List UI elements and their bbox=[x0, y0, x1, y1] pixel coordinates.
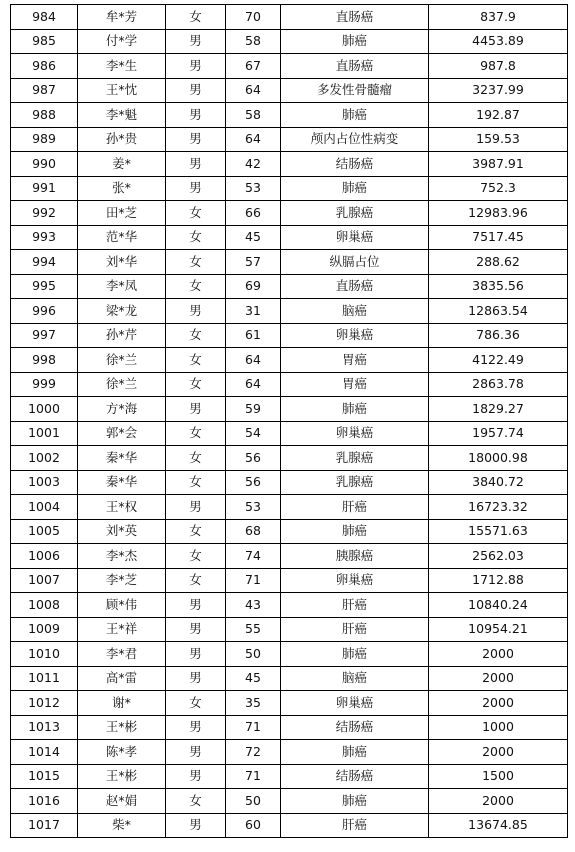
age-cell: 53 bbox=[226, 176, 281, 201]
diagnosis-cell: 胰腺癌 bbox=[281, 544, 429, 569]
sex-cell: 女 bbox=[166, 544, 226, 569]
amount-cell: 15571.63 bbox=[429, 519, 568, 544]
records-table-body bbox=[11, 5, 568, 838]
table-row bbox=[11, 446, 568, 471]
table-row bbox=[11, 201, 568, 226]
sex-cell: 女 bbox=[166, 348, 226, 373]
amount-cell: 7517.45 bbox=[429, 225, 568, 250]
patient-name-cell: 刘*华 bbox=[78, 250, 166, 275]
amount-cell: 288.62 bbox=[429, 250, 568, 275]
record-number-cell: 986 bbox=[11, 54, 78, 79]
patient-name-cell: 孙*贵 bbox=[78, 127, 166, 152]
patient-name-cell: 郭*会 bbox=[78, 421, 166, 446]
diagnosis-cell: 直肠癌 bbox=[281, 54, 429, 79]
age-cell: 71 bbox=[226, 715, 281, 740]
sex-cell: 女 bbox=[166, 470, 226, 495]
patient-name-cell: 梁*龙 bbox=[78, 299, 166, 324]
diagnosis-cell: 肺癌 bbox=[281, 103, 429, 128]
table-row bbox=[11, 813, 568, 838]
patient-name-cell: 柴* bbox=[78, 813, 166, 838]
record-number-cell: 1006 bbox=[11, 544, 78, 569]
record-number-cell: 1011 bbox=[11, 666, 78, 691]
table-row bbox=[11, 299, 568, 324]
diagnosis-cell: 直肠癌 bbox=[281, 274, 429, 299]
sex-cell: 男 bbox=[166, 813, 226, 838]
age-cell: 59 bbox=[226, 397, 281, 422]
amount-cell: 16723.32 bbox=[429, 495, 568, 520]
table-row bbox=[11, 666, 568, 691]
record-number-cell: 991 bbox=[11, 176, 78, 201]
record-number-cell: 1005 bbox=[11, 519, 78, 544]
sex-cell: 女 bbox=[166, 323, 226, 348]
record-number-cell: 987 bbox=[11, 78, 78, 103]
table-row bbox=[11, 421, 568, 446]
sex-cell: 女 bbox=[166, 789, 226, 814]
patient-name-cell: 姜* bbox=[78, 152, 166, 177]
table-row bbox=[11, 495, 568, 520]
table-row bbox=[11, 789, 568, 814]
age-cell: 43 bbox=[226, 593, 281, 618]
diagnosis-cell: 肺癌 bbox=[281, 642, 429, 667]
diagnosis-cell: 结肠癌 bbox=[281, 152, 429, 177]
record-number-cell: 1007 bbox=[11, 568, 78, 593]
record-number-cell: 993 bbox=[11, 225, 78, 250]
diagnosis-cell: 肝癌 bbox=[281, 495, 429, 520]
diagnosis-cell: 颅内占位性病变 bbox=[281, 127, 429, 152]
sex-cell: 男 bbox=[166, 740, 226, 765]
patient-name-cell: 李*魁 bbox=[78, 103, 166, 128]
sex-cell: 男 bbox=[166, 764, 226, 789]
patient-name-cell: 方*海 bbox=[78, 397, 166, 422]
record-number-cell: 1010 bbox=[11, 642, 78, 667]
table-row bbox=[11, 5, 568, 30]
sex-cell: 女 bbox=[166, 5, 226, 30]
diagnosis-cell: 肝癌 bbox=[281, 813, 429, 838]
age-cell: 70 bbox=[226, 5, 281, 30]
diagnosis-cell: 乳腺癌 bbox=[281, 446, 429, 471]
amount-cell: 3835.56 bbox=[429, 274, 568, 299]
age-cell: 64 bbox=[226, 372, 281, 397]
sex-cell: 男 bbox=[166, 103, 226, 128]
sex-cell: 女 bbox=[166, 446, 226, 471]
diagnosis-cell: 卵巢癌 bbox=[281, 421, 429, 446]
age-cell: 69 bbox=[226, 274, 281, 299]
table-row bbox=[11, 397, 568, 422]
patient-name-cell: 王*忱 bbox=[78, 78, 166, 103]
sex-cell: 女 bbox=[166, 250, 226, 275]
sex-cell: 男 bbox=[166, 495, 226, 520]
diagnosis-cell: 胃癌 bbox=[281, 348, 429, 373]
amount-cell: 3987.91 bbox=[429, 152, 568, 177]
amount-cell: 2562.03 bbox=[429, 544, 568, 569]
diagnosis-cell: 卵巢癌 bbox=[281, 568, 429, 593]
table-row bbox=[11, 593, 568, 618]
table-row bbox=[11, 715, 568, 740]
amount-cell: 837.9 bbox=[429, 5, 568, 30]
record-number-cell: 990 bbox=[11, 152, 78, 177]
diagnosis-cell: 肺癌 bbox=[281, 29, 429, 54]
patient-name-cell: 张* bbox=[78, 176, 166, 201]
patient-name-cell: 李*凤 bbox=[78, 274, 166, 299]
record-number-cell: 1013 bbox=[11, 715, 78, 740]
sex-cell: 男 bbox=[166, 176, 226, 201]
amount-cell: 2863.78 bbox=[429, 372, 568, 397]
amount-cell: 192.87 bbox=[429, 103, 568, 128]
age-cell: 45 bbox=[226, 666, 281, 691]
patient-name-cell: 秦*华 bbox=[78, 446, 166, 471]
age-cell: 64 bbox=[226, 127, 281, 152]
table-row bbox=[11, 29, 568, 54]
age-cell: 58 bbox=[226, 29, 281, 54]
diagnosis-cell: 直肠癌 bbox=[281, 5, 429, 30]
patient-name-cell: 王*彬 bbox=[78, 764, 166, 789]
sex-cell: 男 bbox=[166, 593, 226, 618]
sex-cell: 男 bbox=[166, 715, 226, 740]
record-number-cell: 1014 bbox=[11, 740, 78, 765]
amount-cell: 752.3 bbox=[429, 176, 568, 201]
amount-cell: 10954.21 bbox=[429, 617, 568, 642]
sex-cell: 女 bbox=[166, 568, 226, 593]
diagnosis-cell: 乳腺癌 bbox=[281, 201, 429, 226]
diagnosis-cell: 肺癌 bbox=[281, 789, 429, 814]
records-table bbox=[10, 4, 568, 838]
amount-cell: 1829.27 bbox=[429, 397, 568, 422]
patient-name-cell: 徐*兰 bbox=[78, 348, 166, 373]
age-cell: 55 bbox=[226, 617, 281, 642]
patient-name-cell: 牟*芳 bbox=[78, 5, 166, 30]
table-row bbox=[11, 617, 568, 642]
record-number-cell: 1008 bbox=[11, 593, 78, 618]
diagnosis-cell: 肝癌 bbox=[281, 593, 429, 618]
age-cell: 31 bbox=[226, 299, 281, 324]
table-row bbox=[11, 127, 568, 152]
sex-cell: 女 bbox=[166, 274, 226, 299]
record-number-cell: 999 bbox=[11, 372, 78, 397]
amount-cell: 1500 bbox=[429, 764, 568, 789]
age-cell: 42 bbox=[226, 152, 281, 177]
sex-cell: 男 bbox=[166, 642, 226, 667]
table-row bbox=[11, 274, 568, 299]
sex-cell: 男 bbox=[166, 127, 226, 152]
sex-cell: 女 bbox=[166, 225, 226, 250]
age-cell: 50 bbox=[226, 642, 281, 667]
record-number-cell: 989 bbox=[11, 127, 78, 152]
table-row bbox=[11, 568, 568, 593]
age-cell: 45 bbox=[226, 225, 281, 250]
table-row bbox=[11, 764, 568, 789]
table-row bbox=[11, 54, 568, 79]
diagnosis-cell: 乳腺癌 bbox=[281, 470, 429, 495]
record-number-cell: 995 bbox=[11, 274, 78, 299]
table-row bbox=[11, 176, 568, 201]
sex-cell: 女 bbox=[166, 691, 226, 716]
age-cell: 68 bbox=[226, 519, 281, 544]
record-number-cell: 984 bbox=[11, 5, 78, 30]
diagnosis-cell: 肺癌 bbox=[281, 740, 429, 765]
diagnosis-cell: 脑癌 bbox=[281, 666, 429, 691]
record-number-cell: 1000 bbox=[11, 397, 78, 422]
amount-cell: 3840.72 bbox=[429, 470, 568, 495]
age-cell: 64 bbox=[226, 348, 281, 373]
table-row bbox=[11, 78, 568, 103]
table-row bbox=[11, 323, 568, 348]
sex-cell: 男 bbox=[166, 78, 226, 103]
table-row bbox=[11, 642, 568, 667]
amount-cell: 786.36 bbox=[429, 323, 568, 348]
table-row bbox=[11, 225, 568, 250]
table-row bbox=[11, 470, 568, 495]
amount-cell: 18000.98 bbox=[429, 446, 568, 471]
record-number-cell: 1004 bbox=[11, 495, 78, 520]
diagnosis-cell: 卵巢癌 bbox=[281, 323, 429, 348]
age-cell: 60 bbox=[226, 813, 281, 838]
amount-cell: 159.53 bbox=[429, 127, 568, 152]
patient-name-cell: 刘*英 bbox=[78, 519, 166, 544]
sex-cell: 女 bbox=[166, 372, 226, 397]
record-number-cell: 1017 bbox=[11, 813, 78, 838]
patient-name-cell: 李*杰 bbox=[78, 544, 166, 569]
table-row bbox=[11, 544, 568, 569]
table-row bbox=[11, 348, 568, 373]
amount-cell: 2000 bbox=[429, 740, 568, 765]
patient-name-cell: 李*生 bbox=[78, 54, 166, 79]
table-row bbox=[11, 250, 568, 275]
record-number-cell: 1002 bbox=[11, 446, 78, 471]
record-number-cell: 1015 bbox=[11, 764, 78, 789]
patient-name-cell: 陈*孝 bbox=[78, 740, 166, 765]
amount-cell: 4122.49 bbox=[429, 348, 568, 373]
patient-name-cell: 付*学 bbox=[78, 29, 166, 54]
amount-cell: 987.8 bbox=[429, 54, 568, 79]
age-cell: 58 bbox=[226, 103, 281, 128]
age-cell: 66 bbox=[226, 201, 281, 226]
patient-name-cell: 顾*伟 bbox=[78, 593, 166, 618]
age-cell: 71 bbox=[226, 764, 281, 789]
record-number-cell: 994 bbox=[11, 250, 78, 275]
diagnosis-cell: 结肠癌 bbox=[281, 764, 429, 789]
patient-name-cell: 王*彬 bbox=[78, 715, 166, 740]
amount-cell: 2000 bbox=[429, 789, 568, 814]
amount-cell: 2000 bbox=[429, 691, 568, 716]
diagnosis-cell: 卵巢癌 bbox=[281, 225, 429, 250]
age-cell: 72 bbox=[226, 740, 281, 765]
sex-cell: 女 bbox=[166, 201, 226, 226]
patient-name-cell: 高*雷 bbox=[78, 666, 166, 691]
sex-cell: 男 bbox=[166, 666, 226, 691]
record-number-cell: 998 bbox=[11, 348, 78, 373]
table-row bbox=[11, 740, 568, 765]
patient-name-cell: 范*华 bbox=[78, 225, 166, 250]
diagnosis-cell: 肝癌 bbox=[281, 617, 429, 642]
diagnosis-cell: 脑癌 bbox=[281, 299, 429, 324]
diagnosis-cell: 结肠癌 bbox=[281, 715, 429, 740]
age-cell: 71 bbox=[226, 568, 281, 593]
table-row bbox=[11, 691, 568, 716]
diagnosis-cell: 多发性骨髓瘤 bbox=[281, 78, 429, 103]
record-number-cell: 1003 bbox=[11, 470, 78, 495]
diagnosis-cell: 肺癌 bbox=[281, 397, 429, 422]
amount-cell: 4453.89 bbox=[429, 29, 568, 54]
sex-cell: 男 bbox=[166, 617, 226, 642]
amount-cell: 2000 bbox=[429, 642, 568, 667]
record-number-cell: 1016 bbox=[11, 789, 78, 814]
diagnosis-cell: 卵巢癌 bbox=[281, 691, 429, 716]
amount-cell: 2000 bbox=[429, 666, 568, 691]
amount-cell: 12983.96 bbox=[429, 201, 568, 226]
age-cell: 56 bbox=[226, 446, 281, 471]
age-cell: 50 bbox=[226, 789, 281, 814]
age-cell: 67 bbox=[226, 54, 281, 79]
patient-name-cell: 王*祥 bbox=[78, 617, 166, 642]
diagnosis-cell: 肺癌 bbox=[281, 519, 429, 544]
sex-cell: 女 bbox=[166, 421, 226, 446]
table-row bbox=[11, 519, 568, 544]
record-number-cell: 988 bbox=[11, 103, 78, 128]
record-number-cell: 997 bbox=[11, 323, 78, 348]
table-row bbox=[11, 372, 568, 397]
sex-cell: 男 bbox=[166, 397, 226, 422]
record-number-cell: 996 bbox=[11, 299, 78, 324]
patient-name-cell: 秦*华 bbox=[78, 470, 166, 495]
sex-cell: 男 bbox=[166, 152, 226, 177]
age-cell: 35 bbox=[226, 691, 281, 716]
amount-cell: 10840.24 bbox=[429, 593, 568, 618]
patient-name-cell: 谢* bbox=[78, 691, 166, 716]
amount-cell: 12863.54 bbox=[429, 299, 568, 324]
record-number-cell: 1009 bbox=[11, 617, 78, 642]
sex-cell: 男 bbox=[166, 54, 226, 79]
age-cell: 57 bbox=[226, 250, 281, 275]
record-number-cell: 985 bbox=[11, 29, 78, 54]
patient-name-cell: 李*君 bbox=[78, 642, 166, 667]
patient-name-cell: 王*权 bbox=[78, 495, 166, 520]
record-number-cell: 1001 bbox=[11, 421, 78, 446]
table-row bbox=[11, 103, 568, 128]
record-number-cell: 1012 bbox=[11, 691, 78, 716]
patient-name-cell: 徐*兰 bbox=[78, 372, 166, 397]
record-number-cell: 992 bbox=[11, 201, 78, 226]
amount-cell: 1000 bbox=[429, 715, 568, 740]
age-cell: 61 bbox=[226, 323, 281, 348]
amount-cell: 1712.88 bbox=[429, 568, 568, 593]
age-cell: 54 bbox=[226, 421, 281, 446]
age-cell: 56 bbox=[226, 470, 281, 495]
sex-cell: 男 bbox=[166, 299, 226, 324]
age-cell: 64 bbox=[226, 78, 281, 103]
age-cell: 53 bbox=[226, 495, 281, 520]
patient-name-cell: 赵*娟 bbox=[78, 789, 166, 814]
age-cell: 74 bbox=[226, 544, 281, 569]
patient-name-cell: 孙*芹 bbox=[78, 323, 166, 348]
amount-cell: 1957.74 bbox=[429, 421, 568, 446]
sex-cell: 男 bbox=[166, 29, 226, 54]
amount-cell: 3237.99 bbox=[429, 78, 568, 103]
amount-cell: 13674.85 bbox=[429, 813, 568, 838]
table-row bbox=[11, 152, 568, 177]
patient-name-cell: 李*芝 bbox=[78, 568, 166, 593]
patient-name-cell: 田*芝 bbox=[78, 201, 166, 226]
diagnosis-cell: 纵膈占位 bbox=[281, 250, 429, 275]
sex-cell: 女 bbox=[166, 519, 226, 544]
diagnosis-cell: 胃癌 bbox=[281, 372, 429, 397]
diagnosis-cell: 肺癌 bbox=[281, 176, 429, 201]
